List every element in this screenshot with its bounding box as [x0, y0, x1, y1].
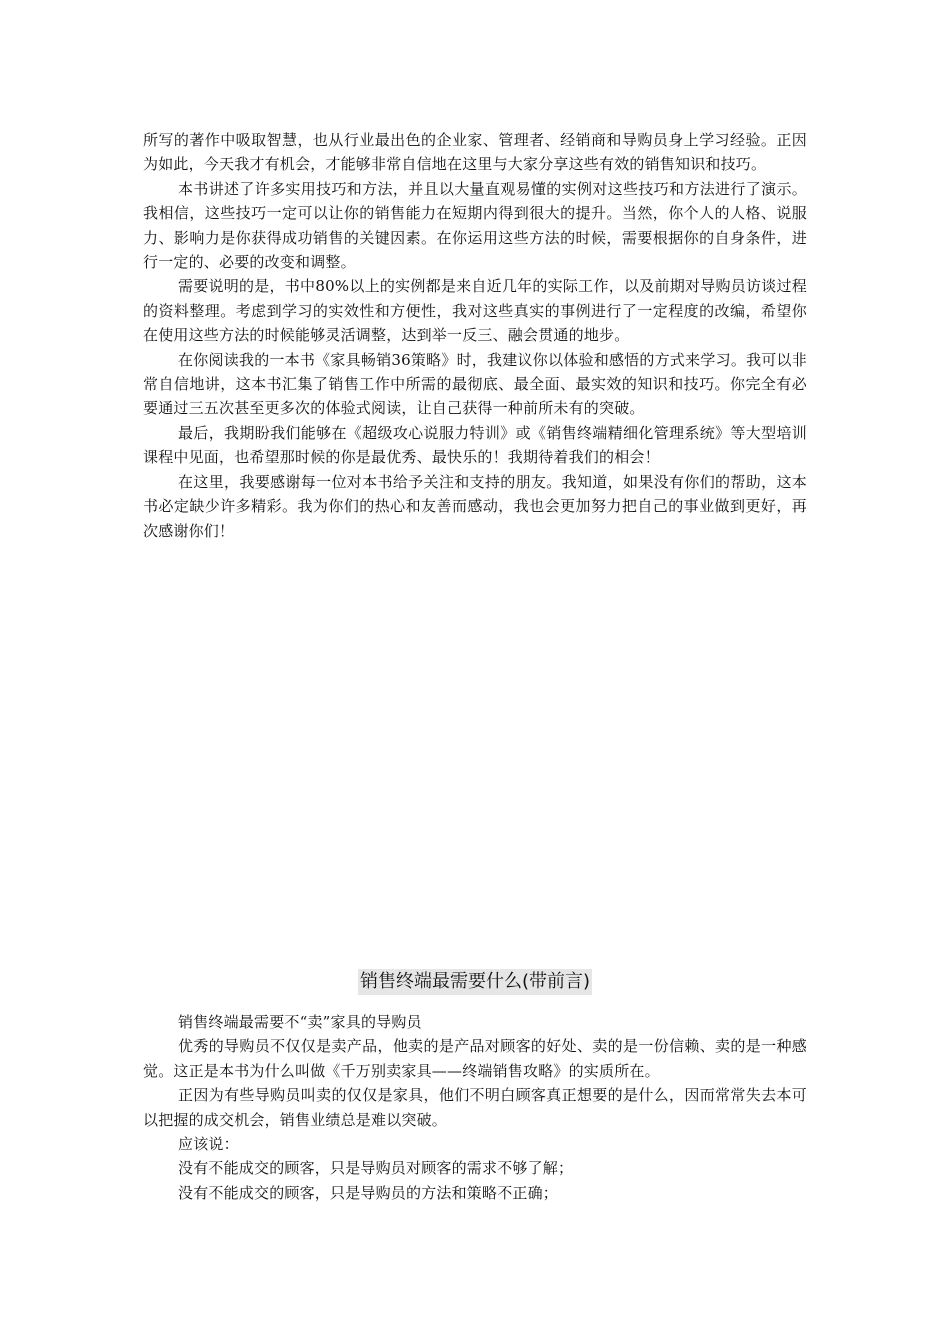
paragraph-11: 没有不能成交的顾客，只是导购员的方法和策略不正确； [178, 1183, 559, 1202]
top-text-block [143, 128, 807, 543]
paragraph-6: 在这里，我要感谢每一位对本书给予关注和支持的朋友。我知道，如果没有你们的帮助，这本书必定缺少许多精彩。我为你们的热心和友善而感动，我也会更加努力把自己的事业做到更好，再次感谢你们！ [143, 472, 807, 540]
section-heading-wrap [0, 969, 950, 995]
subtitle-line: 销售终端最需要不“卖”家具的导购员 [178, 1013, 422, 1031]
paragraph-7: 优秀的导购员不仅仅是卖产品，他卖的是产品对顾客的好处、卖的是一份信赖、卖的是一种感觉。这正是本书为什么叫做《千万别卖家具——终端销售攻略》的实质所在。 [143, 1037, 807, 1080]
paragraph-9: 应该说： [178, 1135, 239, 1154]
bottom-text-block [143, 1010, 807, 1205]
paragraph-2: 本书讲述了许多实用技巧和方法，并且以大量直观易懂的实例对这些技巧和方法进行了演示。我相信，这些技巧一定可以让你的销售能力在短期内得到很大的提升。当然，你个人的人格、说服力、影响力是你获得成功销售的关键因素。在你运用这些方法的时候，需要根据你的自身条件，进行一定的、必要的改变和调整。 [143, 179, 807, 272]
paragraph-4: 在你阅读我的一本书《家具畅销36策略》时，我建议你以体验和感悟的方式来学习。我可以非常自信地讲，这本书汇集了销售工作中所需的最彻底、最全面、最实效的知识和技巧。你完全有必要通过三五次甚至更多次的体验式阅读，让自己获得一种前所未有的突破。 [143, 350, 807, 418]
paragraph-3: 需要说明的是，书中80%以上的实例都是来自近几年的实际工作，以及前期对导购员访谈过程的资料整理。考虑到学习的实效性和方便性，我对这些真实的事例进行了一定程度的改编，希望你在使用这些方法的时候能够灵活调整，达到举一反三、融会贯通的地步。 [143, 277, 807, 345]
paragraph-10: 没有不能成交的顾客，只是导购员对顾客的需求不够了解； [178, 1159, 574, 1178]
paragraph-5: 最后，我期盼我们能够在《超级攻心说服力特训》或《销售终端精细化管理系统》等大型培训课程中见面，也希望那时候的你是最优秀、最快乐的！我期待着我们的相会！ [143, 423, 807, 467]
paragraph-8: 正因为有些导购员叫卖的仅仅是家具，他们不明白顾客真正想要的是什么，因而常常失去本可以把握的成交机会，销售业绩总是难以突破。 [143, 1086, 807, 1129]
paragraph-1: 所写的著作中吸取智慧，也从行业最出色的企业家、管理者、经销商和导购员身上学习经验。正因为如此，今天我才有机会，才能够非常自信地在这里与大家分享这些有效的销售知识和技巧。 [143, 131, 807, 174]
section-heading: 销售终端最需要什么(带前言) [358, 969, 592, 995]
